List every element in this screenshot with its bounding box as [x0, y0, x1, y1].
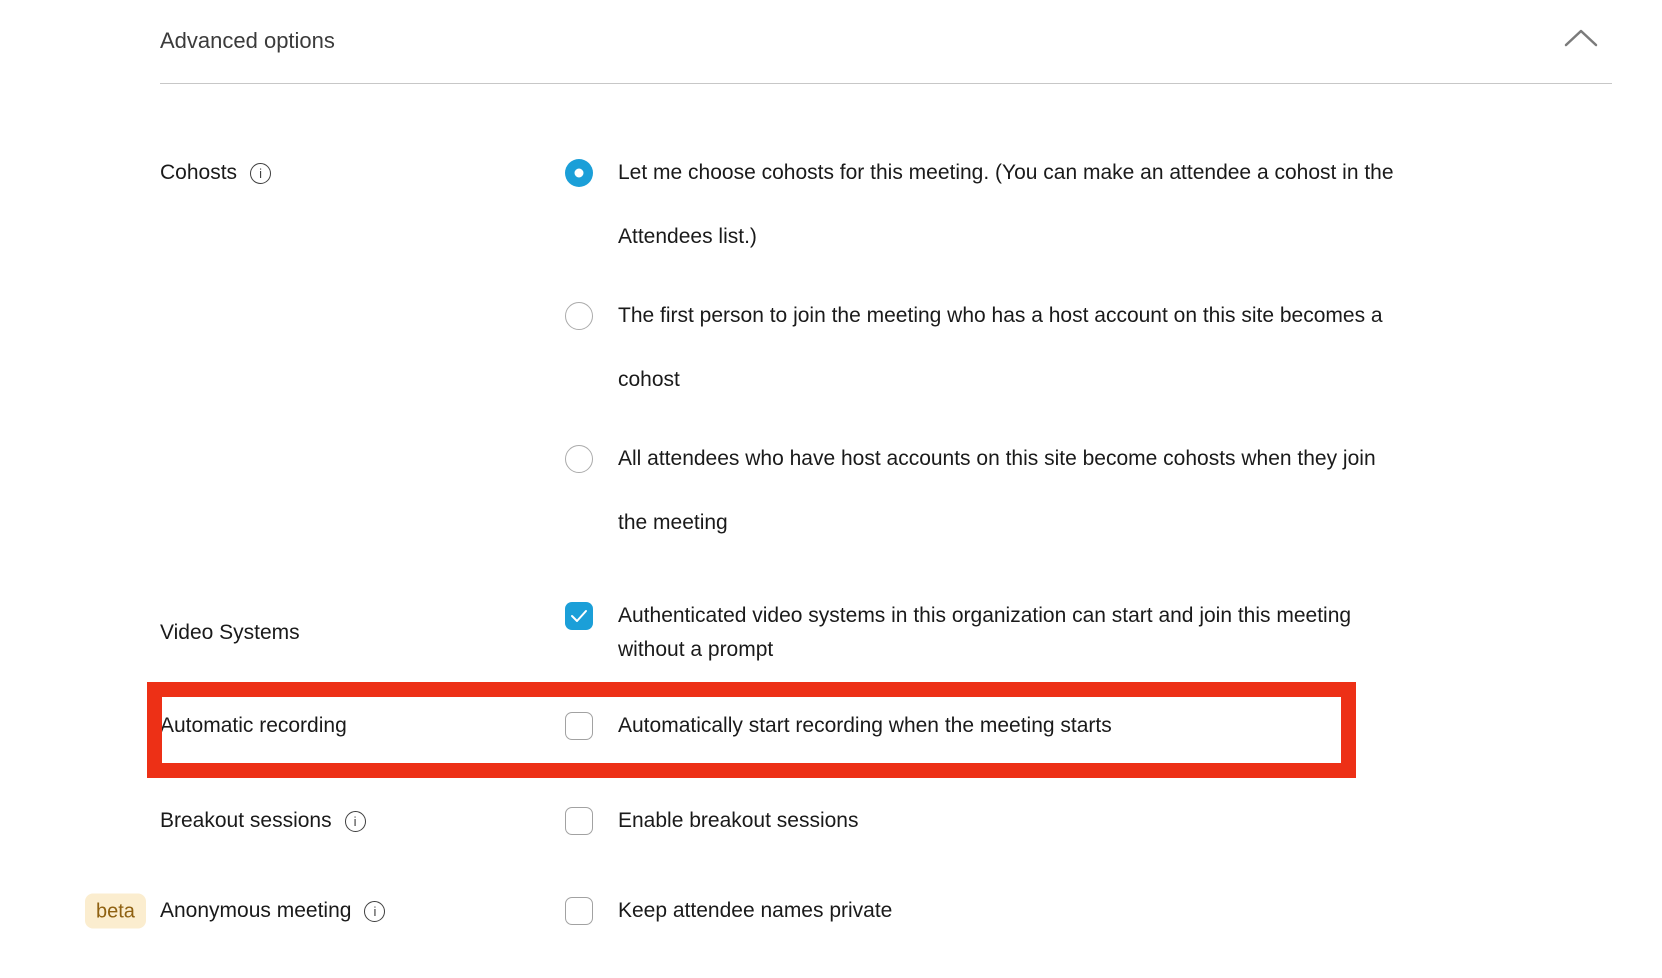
- video-systems-row: [160, 599, 1612, 667]
- radio-option-first-host-becomes-cohost[interactable]: [565, 284, 1612, 412]
- anonymous-meeting-control: [565, 894, 1612, 928]
- advanced-options-panel: [96, 0, 1612, 928]
- chevron-up-icon: [1564, 29, 1598, 47]
- anonymous-meeting-label-group: [160, 899, 565, 923]
- automatic-recording-label: Automatic recording: [160, 714, 347, 737]
- radio-option-label: All attendees who have host accounts on this site become cohosts when they join the meeting: [618, 447, 1376, 534]
- collapse-section-button[interactable]: [1564, 29, 1598, 50]
- radio-option-all-hosts-become-cohosts[interactable]: [565, 427, 1612, 555]
- cohosts-label: Cohosts: [160, 161, 238, 184]
- automatic-recording-checkbox[interactable]: [565, 712, 593, 740]
- anonymous-meeting-checkbox[interactable]: [565, 897, 593, 925]
- radio-option-choose-cohosts[interactable]: [565, 141, 1612, 269]
- cohosts-radio-group: [565, 141, 1612, 555]
- radio-unselected-icon[interactable]: [565, 302, 593, 330]
- breakout-sessions-control: [565, 804, 1612, 838]
- radio-option-label: Let me choose cohosts for this meeting. (You can make an attendee a cohost in the Attendees list.): [618, 161, 1394, 248]
- radio-selected-icon[interactable]: [565, 159, 593, 187]
- beta-badge: beta: [85, 894, 146, 929]
- cohosts-label-group: [160, 141, 565, 205]
- anonymous-meeting-option-label[interactable]: Keep attendee names private: [618, 899, 893, 922]
- anonymous-meeting-row: [96, 894, 1612, 928]
- cohosts-row: [160, 141, 1612, 555]
- automatic-recording-label-group: [160, 714, 565, 738]
- video-systems-label-group: [160, 621, 565, 645]
- breakout-sessions-label: Breakout sessions: [160, 809, 332, 832]
- section-header: [160, 0, 1612, 84]
- radio-option-label: The first person to join the meeting who has a host account on this site becomes a cohost: [618, 304, 1383, 391]
- anonymous-meeting-label: Anonymous meeting: [160, 899, 352, 922]
- video-systems-checkbox[interactable]: [565, 602, 593, 630]
- cohosts-info-icon[interactable]: i: [250, 163, 271, 184]
- video-systems-control: [565, 599, 1612, 667]
- automatic-recording-option-label[interactable]: Automatically start recording when the meeting starts: [618, 714, 1112, 737]
- video-systems-label: Video Systems: [160, 621, 300, 644]
- checkmark-icon: [570, 609, 588, 623]
- automatic-recording-row: [160, 709, 1612, 743]
- breakout-sessions-info-icon[interactable]: i: [345, 811, 366, 832]
- breakout-sessions-checkbox[interactable]: [565, 807, 593, 835]
- breakout-sessions-label-group: [160, 809, 565, 833]
- breakout-sessions-row: [160, 804, 1612, 838]
- video-systems-option-label[interactable]: Authenticated video systems in this organization can start and join this meeting without a prompt: [618, 604, 1352, 661]
- automatic-recording-control: [565, 709, 1612, 743]
- breakout-sessions-option-label[interactable]: Enable breakout sessions: [618, 809, 859, 832]
- section-title: Advanced options: [160, 28, 335, 53]
- anonymous-meeting-info-icon[interactable]: i: [364, 901, 385, 922]
- radio-unselected-icon[interactable]: [565, 445, 593, 473]
